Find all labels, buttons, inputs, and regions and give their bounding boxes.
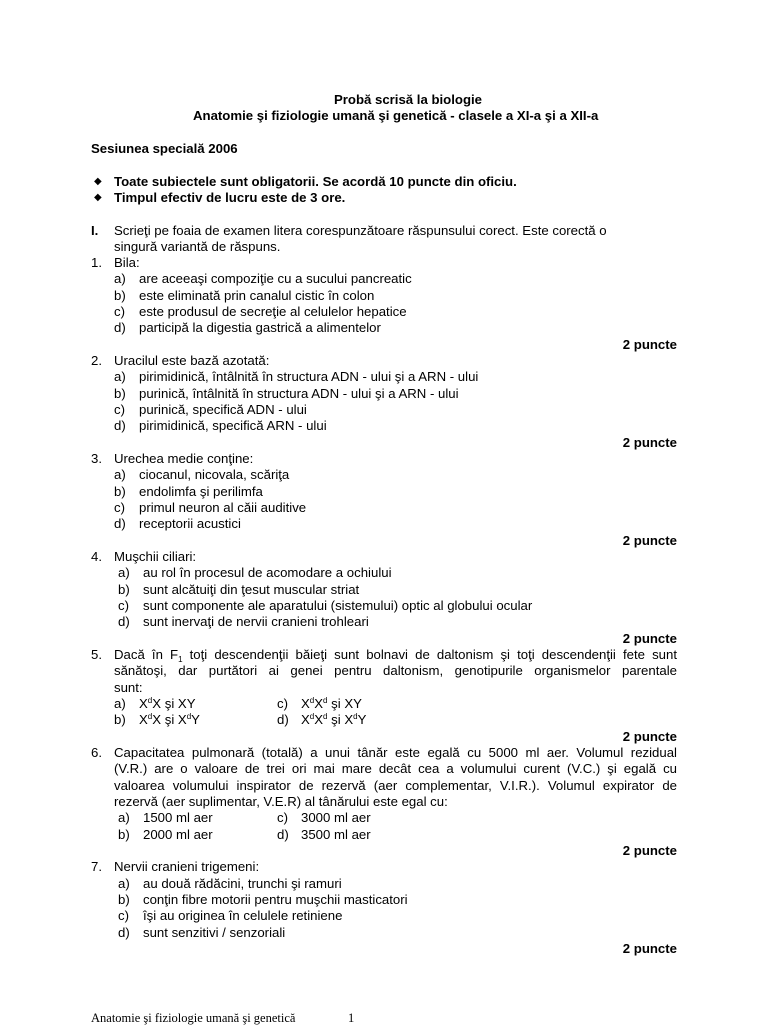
option-letter: a) bbox=[118, 565, 130, 580]
option-letter: b) bbox=[114, 386, 126, 401]
option-text: au două rădăcini, trunchi şi ramuri bbox=[143, 876, 342, 891]
subscript: 1 bbox=[178, 655, 183, 664]
option-text: receptorii acustici bbox=[139, 516, 241, 531]
exam-title: Probă scrisă la biologie bbox=[333, 92, 483, 107]
question-text: Urechea medie conţine: bbox=[114, 451, 254, 466]
points-label: 2 puncte bbox=[622, 533, 677, 548]
option-text: 1500 ml aer bbox=[143, 810, 213, 825]
option-letter: d) bbox=[114, 516, 126, 531]
exam-subtitle: Anatomie şi fiziologie umană şi genetică - clasele a XI-a şi a XII-a bbox=[193, 108, 599, 123]
footer-text: Anatomie şi fiziologie umană şi genetică bbox=[91, 1011, 296, 1025]
option-letter: d) bbox=[118, 925, 130, 940]
option-letter: d) bbox=[114, 320, 126, 335]
option-letter: a) bbox=[114, 696, 126, 711]
option-letter: c) bbox=[118, 598, 129, 613]
option-letter: a) bbox=[114, 271, 126, 286]
question-number: 5. bbox=[91, 647, 102, 662]
question-number: 1. bbox=[91, 255, 102, 270]
option-letter: a) bbox=[118, 810, 130, 825]
option-letter: b) bbox=[118, 582, 130, 597]
option-text: sunt componente ale aparatului (sistemului) optic al globului ocular bbox=[143, 598, 533, 613]
option-text: îşi au originea în celulele retiniene bbox=[143, 908, 343, 923]
option-text: endolimfa şi perilimfa bbox=[139, 484, 263, 499]
option-letter: d) bbox=[118, 614, 130, 629]
question-text: Nervii cranieni trigemeni: bbox=[114, 859, 260, 874]
rule-2: Timpul efectiv de lucru este de 3 ore. bbox=[114, 190, 346, 205]
points-label: 2 puncte bbox=[622, 631, 677, 646]
question-text-line: valoarea volumului inspirator de rezervă (aer complementar, V.I.R.). Volumul expirator de bbox=[114, 778, 677, 793]
option-genotype: $X^dX$ şi $X^dY$ bbox=[139, 712, 200, 727]
option-letter: b) bbox=[114, 484, 126, 499]
diamond-bullet-icon: ◆ bbox=[94, 192, 102, 203]
option-genotype: $X^dX$ şi XY bbox=[139, 696, 196, 711]
option-text: are aceeaşi compoziţie cu a sucului pancreatic bbox=[139, 271, 412, 286]
points-label: 2 puncte bbox=[622, 941, 677, 956]
option-letter: b) bbox=[118, 892, 130, 907]
option-text: 3000 ml aer bbox=[301, 810, 371, 825]
points-label: 2 puncte bbox=[622, 337, 677, 352]
question-number: 7. bbox=[91, 859, 102, 874]
question-text-line: (V.R.) are o valoare de trei ori mai mare decât cea a volumului curent (V.C.) şi egală cu bbox=[114, 761, 677, 776]
section-instructions-line2: singură variantă de răspuns. bbox=[114, 239, 281, 254]
option-text: este eliminată prin canalul cistic în colon bbox=[139, 288, 375, 303]
option-text: 2000 ml aer bbox=[143, 827, 213, 842]
session-label: Sesiunea specială 2006 bbox=[91, 141, 238, 156]
footer-page-number: 1 bbox=[348, 1011, 355, 1025]
option-text: pirimidinică, specifică ARN - ului bbox=[139, 418, 327, 433]
option-letter: c) bbox=[118, 908, 129, 923]
option-letter: c) bbox=[114, 500, 125, 515]
question-text-line: rezervă (aer suplimentar, V.E.R) al tânărului este egal cu: bbox=[114, 794, 448, 809]
option-letter: c) bbox=[114, 304, 125, 319]
option-letter: c) bbox=[277, 696, 288, 711]
option-text: pirimidinică, întâlnită în structura ADN - ului şi a ARN - ului bbox=[139, 369, 479, 384]
option-letter: c) bbox=[114, 402, 125, 417]
option-letter: b) bbox=[114, 712, 126, 727]
points-label: 2 puncte bbox=[622, 435, 677, 450]
section-number: I. bbox=[91, 223, 99, 238]
question-number: 4. bbox=[91, 549, 102, 564]
question-text-line: Capacitatea pulmonară (totală) a unui tânăr este egală cu 5000 ml aer. Volumul rezidual bbox=[114, 745, 677, 760]
option-letter: c) bbox=[277, 810, 288, 825]
option-letter: d) bbox=[277, 827, 289, 842]
option-letter: a) bbox=[114, 369, 126, 384]
question-number: 3. bbox=[91, 451, 102, 466]
option-letter: b) bbox=[118, 827, 130, 842]
question-text-line2: sănătoşi, dar purtători ai genei pentru daltonism, genotipurile organismelor parentale bbox=[114, 663, 677, 678]
option-genotype: $X^dX^d$ şi $X^dY$ bbox=[301, 712, 367, 727]
points-label: 2 puncte bbox=[622, 843, 677, 858]
question-text: Muşchii ciliari: bbox=[114, 549, 197, 564]
option-text: sunt inervaţi de nervii cranieni trohleari bbox=[143, 614, 369, 629]
option-text: este produsul de secreţie al celulelor hepatice bbox=[139, 304, 407, 319]
rule-1: Toate subiectele sunt obligatorii. Se acordă 10 puncte din oficiu. bbox=[114, 174, 517, 189]
option-text: sunt senzitivi / senzoriali bbox=[143, 925, 286, 940]
option-letter: b) bbox=[114, 288, 126, 303]
points-label: 2 puncte bbox=[622, 729, 677, 744]
section-instructions-line1: Scrieţi pe foaia de examen litera corespunzătoare răspunsului corect. Este corectă o bbox=[114, 223, 607, 238]
question-number: 2. bbox=[91, 353, 102, 368]
option-text: ciocanul, nicovala, scăriţa bbox=[139, 467, 290, 482]
question-text-line3: sunt: bbox=[114, 680, 143, 695]
option-text: 3500 ml aer bbox=[301, 827, 371, 842]
option-text: au rol în procesul de acomodare a ochiului bbox=[143, 565, 392, 580]
option-genotype: $X^dX^d$ şi XY bbox=[301, 696, 362, 711]
option-text: participă la digestia gastrică a alimentelor bbox=[139, 320, 381, 335]
question-text: Uracilul este bază azotată: bbox=[114, 353, 270, 368]
option-text: primul neuron al căii auditive bbox=[139, 500, 307, 515]
option-letter: d) bbox=[277, 712, 289, 727]
option-letter: a) bbox=[114, 467, 126, 482]
option-text: conţin fibre motorii pentru muşchii masticatori bbox=[143, 892, 408, 907]
option-text: sunt alcătuiţi din ţesut muscular striat bbox=[143, 582, 360, 597]
question-number: 6. bbox=[91, 745, 102, 760]
question-text: Bila: bbox=[114, 255, 140, 270]
question-text-part: toţi descendenţii băieţi sunt bolnavi de daltonism şi toţi descendenţii fete sunt bbox=[182, 647, 677, 662]
option-letter: a) bbox=[118, 876, 130, 891]
option-text: purinică, specifică ADN - ului bbox=[139, 402, 307, 417]
question-text-line1 bbox=[114, 647, 677, 663]
question-text-part: Dacă în F bbox=[114, 647, 179, 662]
option-text: purinică, întâlnită în structura ADN - ului şi a ARN - ului bbox=[139, 386, 459, 401]
option-letter: d) bbox=[114, 418, 126, 433]
diamond-bullet-icon: ◆ bbox=[94, 176, 102, 187]
